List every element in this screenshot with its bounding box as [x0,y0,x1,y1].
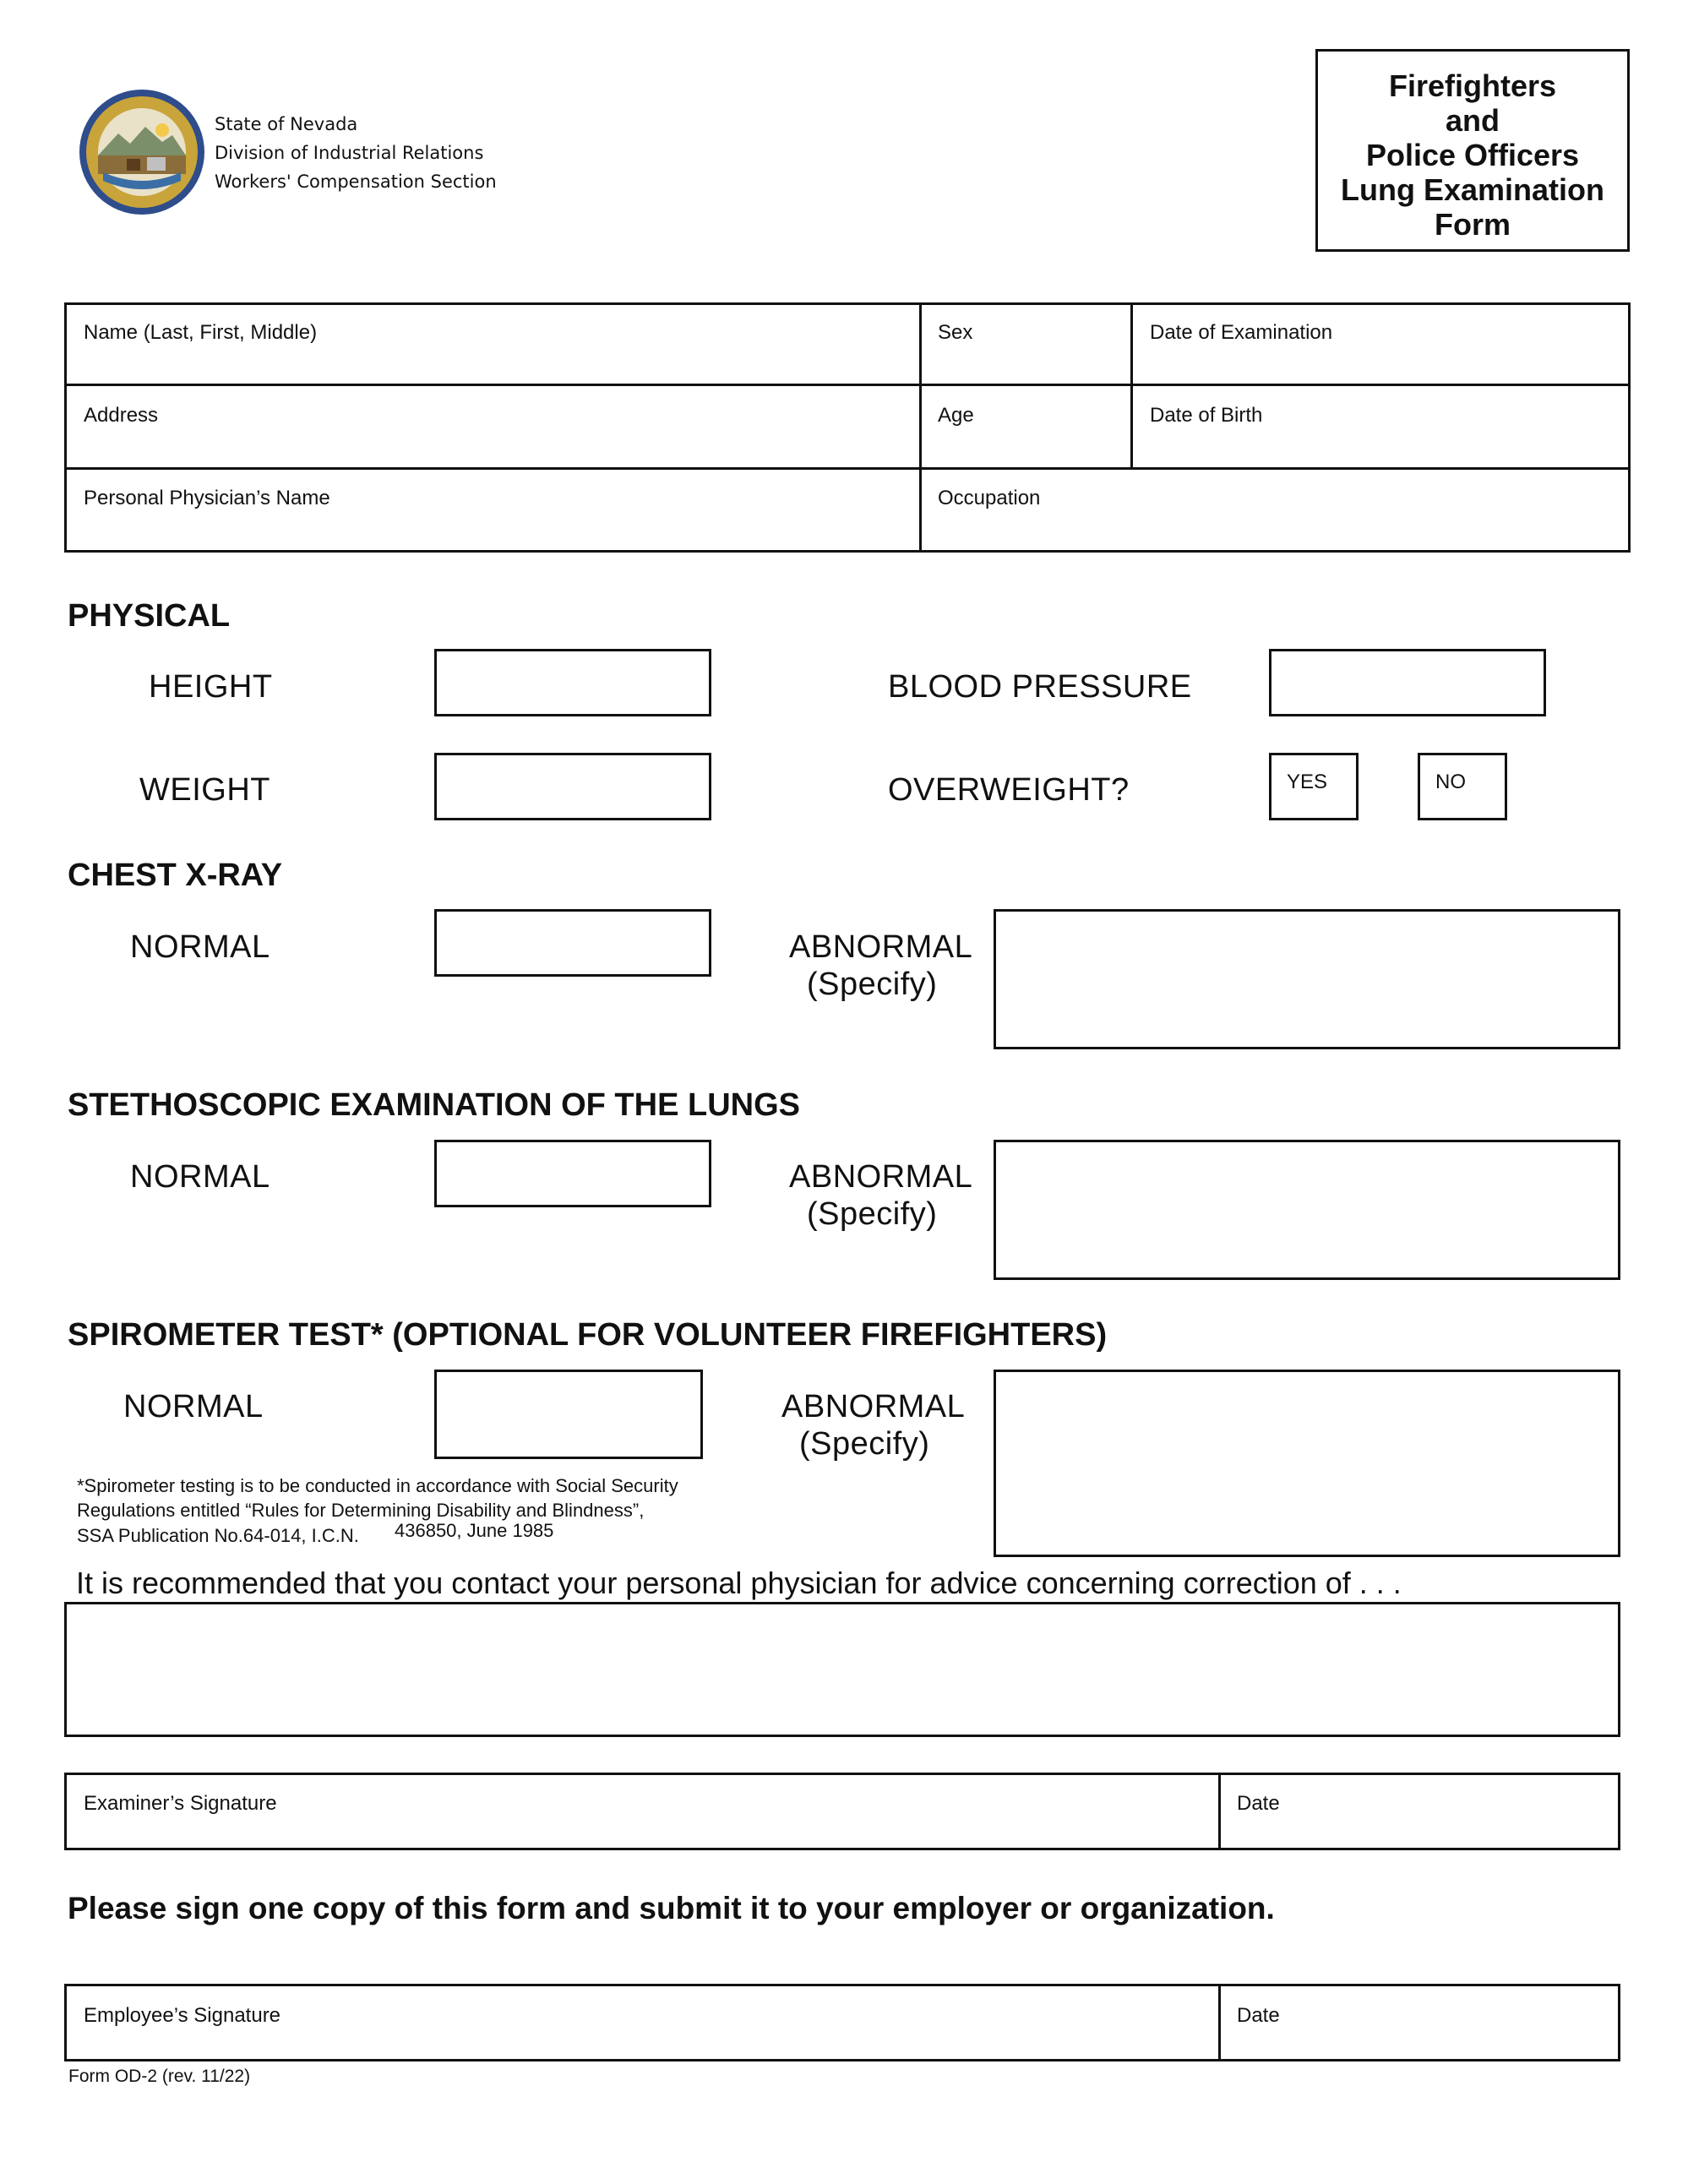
examiner-signature-row [64,1773,1620,1850]
submission-instruction: Please sign one copy of this form and submit it to your employer or organization. [68,1891,1275,1925]
spiro-abnormal-input[interactable] [994,1370,1620,1557]
spirometer-heading: SPIROMETER TEST* (OPTIONAL FOR VOLUNTEER FIREFIGHTERS) [68,1317,1108,1353]
weight-label: WEIGHT [139,772,270,808]
steth-abnormal-input[interactable] [994,1140,1620,1280]
form-title-line-4: Lung Examination [1340,172,1604,207]
agency-state: State of Nevada [215,114,358,134]
form-title-line-3: Police Officers [1365,138,1580,172]
steth-normal-input[interactable] [434,1140,711,1207]
blood-pressure-input[interactable] [1269,649,1546,716]
form-title-box [1315,49,1630,252]
physician-name-field[interactable]: Personal Physician’s Name [84,487,330,509]
spiro-footnote-3: SSA Publication No.64-014, I.C.N. [77,1525,359,1546]
spiro-normal-input[interactable] [434,1370,703,1459]
overweight-label: OVERWEIGHT? [888,772,1130,808]
agency-division: Division of Industrial Relations [215,143,484,163]
height-input[interactable] [434,649,711,716]
form-title-line-2: and [1445,103,1500,138]
stethoscopic-heading: STETHOSCOPIC EXAMINATION OF THE LUNGS [68,1087,800,1123]
no-label: NO [1435,771,1466,793]
spiro-abnormal-label: ABNORMAL [781,1389,966,1424]
chest-xray-heading: CHEST X-RAY [68,858,283,893]
date-of-exam-field[interactable]: Date of Examination [1150,321,1333,344]
form-title-line-1: Firefighters [1388,68,1557,103]
age-field[interactable]: Age [938,404,974,427]
nevada-seal-logo [78,88,206,216]
sex-field[interactable]: Sex [938,321,973,344]
form-title-line-5: Form [1435,207,1511,242]
yes-label: YES [1287,771,1328,793]
steth-abnormal-label: ABNORMAL [789,1159,973,1195]
xray-normal-input[interactable] [434,909,711,977]
employee-signature-row [64,1984,1620,2061]
steth-specify-label: (Specify) [807,1196,938,1232]
employee-date-field[interactable]: Date [1237,2004,1280,2027]
address-field[interactable]: Address [84,404,159,427]
xray-normal-label: NORMAL [130,929,270,965]
employee-signature-field[interactable]: Employee’s Signature [84,2004,281,2027]
spiro-footnote-1: *Spirometer testing is to be conducted in accordance with Social Security [77,1475,678,1496]
agency-section: Workers' Compensation Section [215,172,497,192]
overweight-no-checkbox[interactable] [1418,753,1507,820]
spiro-specify-label: (Specify) [799,1426,930,1462]
examiner-date-field[interactable]: Date [1237,1792,1280,1815]
spiro-footnote-3b: 436850, June 1985 [395,1520,554,1541]
recommendation-input[interactable] [64,1602,1620,1737]
examiner-signature-field[interactable]: Examiner’s Signature [84,1792,277,1815]
date-of-birth-field[interactable]: Date of Birth [1150,404,1263,427]
recommendation-text: It is recommended that you contact your personal physician for advice concerning correction of . . . [76,1566,1402,1600]
physical-heading: PHYSICAL [68,598,231,634]
occupation-field[interactable]: Occupation [938,487,1041,509]
name-field[interactable]: Name (Last, First, Middle) [84,321,318,344]
height-label: HEIGHT [149,669,273,705]
form-revision: Form OD-2 (rev. 11/22) [68,2067,251,2086]
xray-abnormal-input[interactable] [994,909,1620,1049]
spiro-normal-label: NORMAL [123,1389,264,1424]
xray-abnormal-label: ABNORMAL [789,929,973,965]
steth-normal-label: NORMAL [130,1159,270,1195]
overweight-yes-checkbox[interactable] [1269,753,1359,820]
xray-specify-label: (Specify) [807,967,938,1002]
weight-input[interactable] [434,753,711,820]
spiro-footnote-2: Regulations entitled “Rules for Determining Disability and Blindness”, [77,1500,645,1521]
blood-pressure-label: BLOOD PRESSURE [888,669,1192,705]
